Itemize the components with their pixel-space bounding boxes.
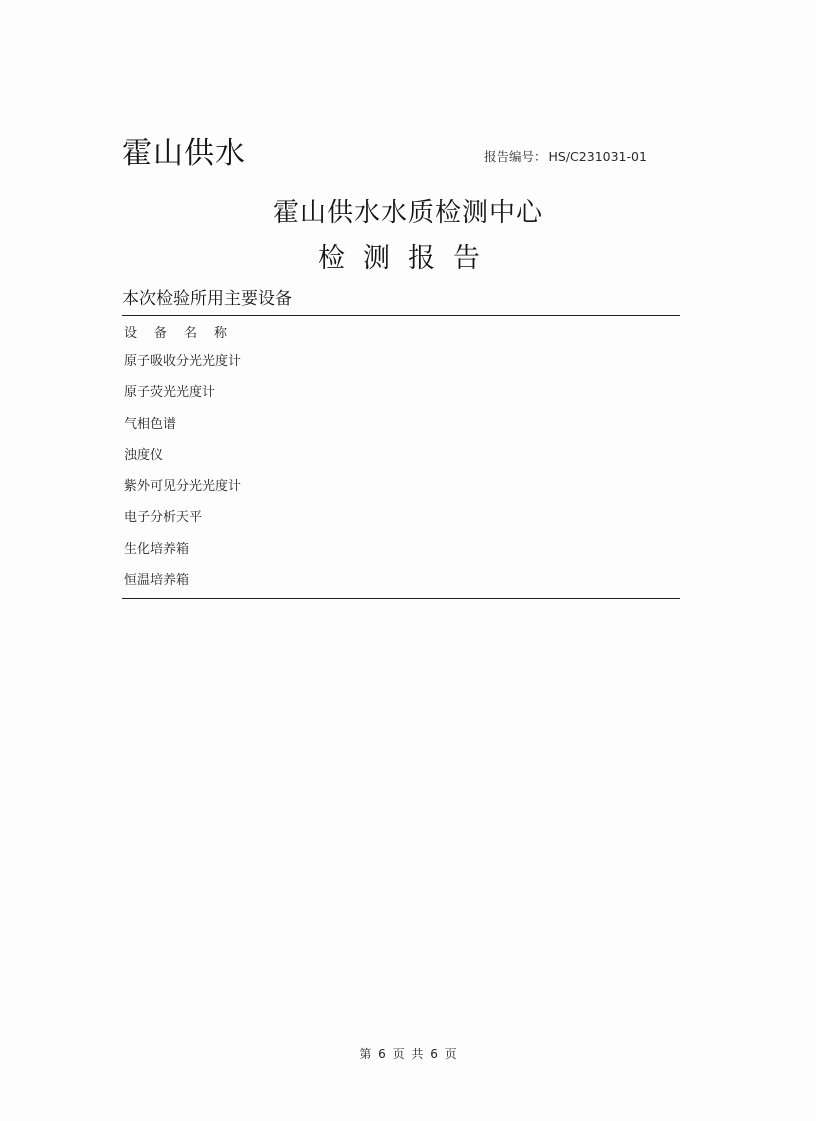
table-bottom-rule [122,598,680,599]
report-number-value: HS/C231031-01 [548,149,647,164]
table-top-rule [122,315,680,316]
equipment-item: 浊度仪 [124,447,164,463]
equipment-list [124,351,241,601]
equipment-item: 气相色谱 [124,416,177,432]
equipment-item: 恒温培养箱 [124,573,190,589]
equipment-item: 原子荧光光度计 [124,385,216,401]
section-heading: 本次检验所用主要设备 [122,289,292,309]
equipment-item: 电子分析天平 [124,510,203,526]
equipment-item: 原子吸收分光光度计 [124,354,242,369]
column-header-equipment-name: 设备名称 [124,326,245,341]
report-title-center-name: 霍山供水水质检测中心 [272,198,543,228]
equipment-item: 紫外可见分光光度计 [124,479,242,495]
report-number-label: 报告编号： [484,149,547,164]
page-number-footer: 第 6 页 共 6 页 [359,1047,457,1061]
report-title-document-type: 检测报告 [318,243,498,274]
organization-name: 霍山供水 [122,136,246,171]
report-number [484,147,647,165]
equipment-item: 生化培养箱 [124,541,190,557]
